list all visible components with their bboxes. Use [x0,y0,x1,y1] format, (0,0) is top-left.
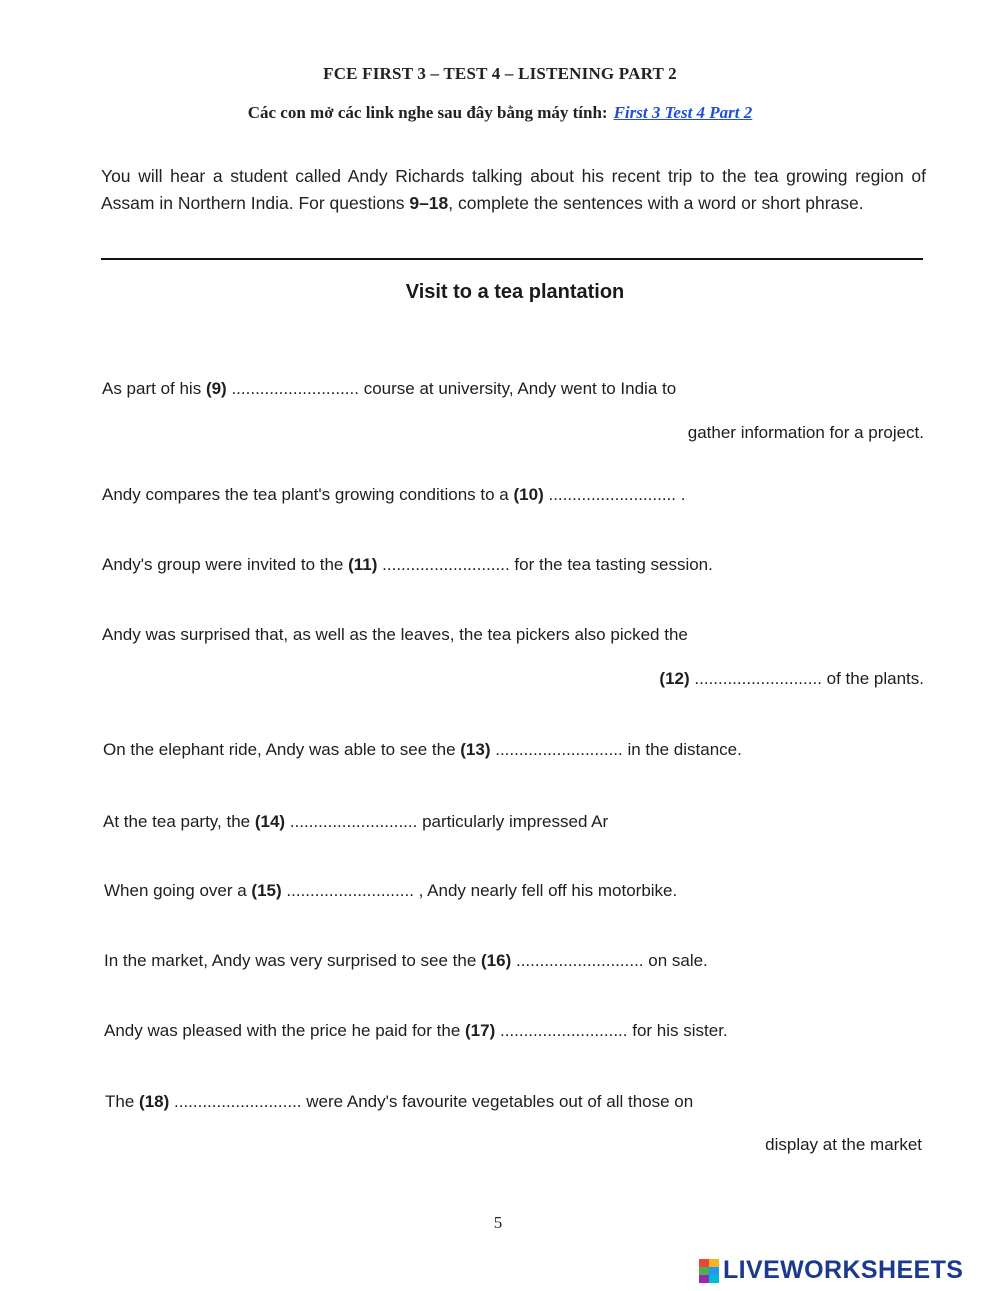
question-number: (16) [481,951,512,970]
question-11 [102,555,713,575]
answer-blank[interactable]: ........................... [499,1021,628,1040]
question-text: on sale. [643,951,708,970]
answer-blank[interactable]: ........................... [231,379,359,398]
question-9-continuation: gather information for a project. [687,423,924,442]
divider-rule [101,258,923,260]
question-text: Andy's group were invited to the [102,555,349,574]
instruction-text: Các con mở các link nghe sau đây bằng máy tính: [247,103,608,122]
question-number: (17) [465,1021,496,1040]
task-intro [101,163,926,217]
question-text: As part of his [102,379,206,398]
answer-blank[interactable]: ........................... [286,881,414,900]
intro-text-before: You will hear a student called Andy Richards talking about his recent trip to the tea growing region of Assam in Northern India. For questions [101,166,926,213]
question-17 [104,1021,728,1041]
question-text: for his sister. [627,1021,728,1040]
question-text: . [676,485,686,504]
question-text: , Andy nearly fell off his motorbike. [413,881,678,900]
question-18 [105,1092,693,1112]
document-title: FCE FIRST 3 – TEST 4 – LISTENING PART 2 [323,64,677,83]
question-text: At the tea party, the [103,812,255,831]
question-number: (15) [251,881,282,900]
intro-text-after: , complete the sentences with a word or short phrase. [448,193,864,213]
question-number: (13) [460,740,491,759]
question-10 [102,485,685,505]
question-13 [103,740,742,760]
question-12 [102,625,688,645]
answer-blank[interactable]: ........................... [548,485,676,504]
section-heading: Visit to a tea plantation [405,281,625,303]
question-15 [104,881,677,901]
question-text: were Andy's favourite vegetables out of all those on [301,1092,694,1111]
audio-link[interactable]: First 3 Test 4 Part 2 [613,103,753,122]
question-12-continuation [659,669,924,689]
question-text: When going over a [104,881,252,900]
question-text: for the tea tasting session. [509,555,713,574]
question-16 [104,951,708,971]
logo-tile [699,1259,709,1267]
answer-blank[interactable]: ........................... [694,669,822,688]
question-text: particularly impressed Ar [417,812,609,831]
brand-name: LIVEWORKSHEETS [723,1256,964,1284]
answer-blank[interactable]: ........................... [289,812,418,831]
question-range: 9–18 [409,193,449,213]
answer-blank[interactable]: ........................... [174,1092,302,1111]
liveworksheets-brand [699,1256,963,1285]
page-number: 5 [493,1213,503,1232]
question-text: Andy was surprised that, as well as the leaves, the tea pickers also picked the [102,625,688,644]
listening-instruction [0,103,1000,123]
question-number: (14) [254,812,286,831]
question-9 [102,379,676,399]
question-text: The [105,1092,140,1111]
answer-blank[interactable]: ........................... [382,555,510,574]
logo-tile [709,1259,719,1267]
logo-tile [699,1275,709,1283]
logo-tile [709,1267,719,1275]
question-number: (9) [205,379,227,398]
question-number: (18) [139,1092,170,1111]
question-text: Andy was pleased with the price he paid for the [104,1021,465,1040]
question-number: (12) [659,669,690,688]
answer-blank[interactable]: ........................... [515,951,644,970]
logo-tile [699,1267,709,1275]
logo-tile [709,1275,719,1283]
answer-blank[interactable]: ........................... [495,740,623,759]
question-text: Andy compares the tea plant's growing conditions to a [102,485,514,504]
question-text: On the elephant ride, Andy was able to see the [103,740,461,759]
liveworksheets-logo-icon [699,1259,719,1283]
question-text: course at university, Andy went to India to [358,379,677,398]
question-number: (10) [513,485,544,504]
question-number: (11) [348,555,378,574]
question-text: of the plants. [821,669,924,688]
question-14 [103,812,608,832]
question-18-continuation: display at the market [765,1135,922,1154]
question-text: in the distance. [622,740,742,759]
question-text: In the market, Andy was very surprised to see the [104,951,482,970]
